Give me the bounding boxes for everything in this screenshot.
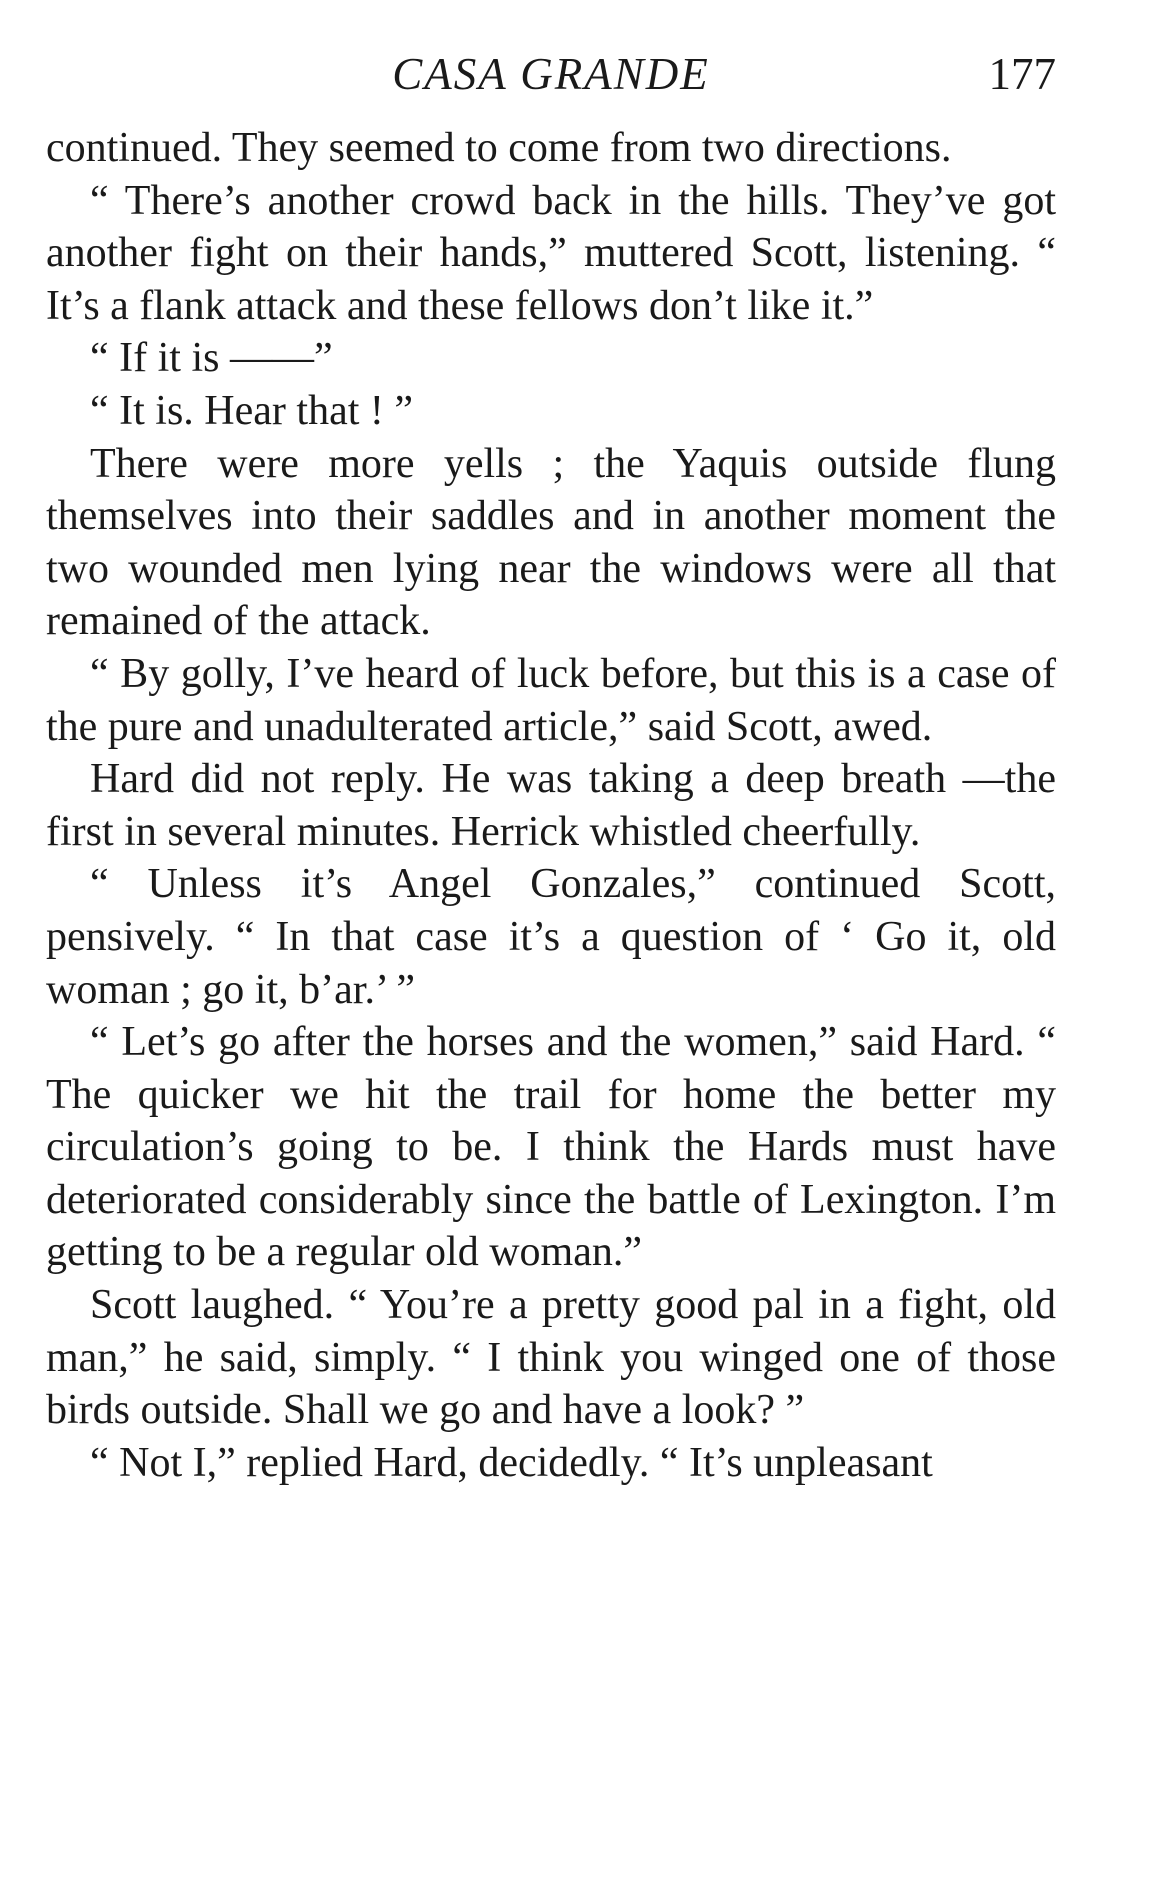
paragraph: There were more yells ; the Yaquis outside flung themselves into their saddles and in another moment the two wounded men lying near the windows were all that remained of the attack. [46,440,1056,645]
paragraph: “ There’s another crowd back in the hills. They’ve got another fight on their hands,” muttered Scott, listening. “ It’s a flank attack and these fellows don’t like it.” [46,177,1056,329]
running-title: CASA GRANDE [392,49,710,99]
paragraph: “ Not I,” replied Hard, decidedly. “ It’s unpleasant [90,1439,933,1486]
paragraph: continued. They seemed to come from two directions. [46,125,952,171]
page-header [46,48,1056,100]
page-number: 177 [988,49,1056,99]
body-text [46,122,1056,1489]
paragraph: Scott laughed. “ You’re a pretty good pal in a fight, old man,” he said, simply. “ I think you winged one of those birds outside. Shall we go and have a look? ” [46,1282,1056,1434]
paragraph: “ Unless it’s Angel Gonzales,” continued Scott, pensively. “ In that case it’s a question of ‘ Go it, old woman ; go it, b’ar.’ ” [46,861,1056,1013]
paragraph: “ If it is ——” [90,335,333,382]
paragraph: “ Let’s go after the horses and the women,” said Hard. “ The quicker we hit the trail for home the better my circulation’s going to be. I think the Hards must have deteriorated considerably since the battle of Lexington. I’m getting to be a regular old woman.” [46,1019,1056,1276]
book-page [46,48,1056,1489]
paragraph: “ It is. Hear that ! ” [90,387,414,434]
paragraph: Hard did not reply. He was taking a deep breath —the first in several minutes. Herrick whistled cheerfully. [46,756,1056,855]
paragraph: “ By golly, I’ve heard of luck before, but this is a case of the pure and unadulterated article,” said Scott, awed. [46,650,1056,750]
